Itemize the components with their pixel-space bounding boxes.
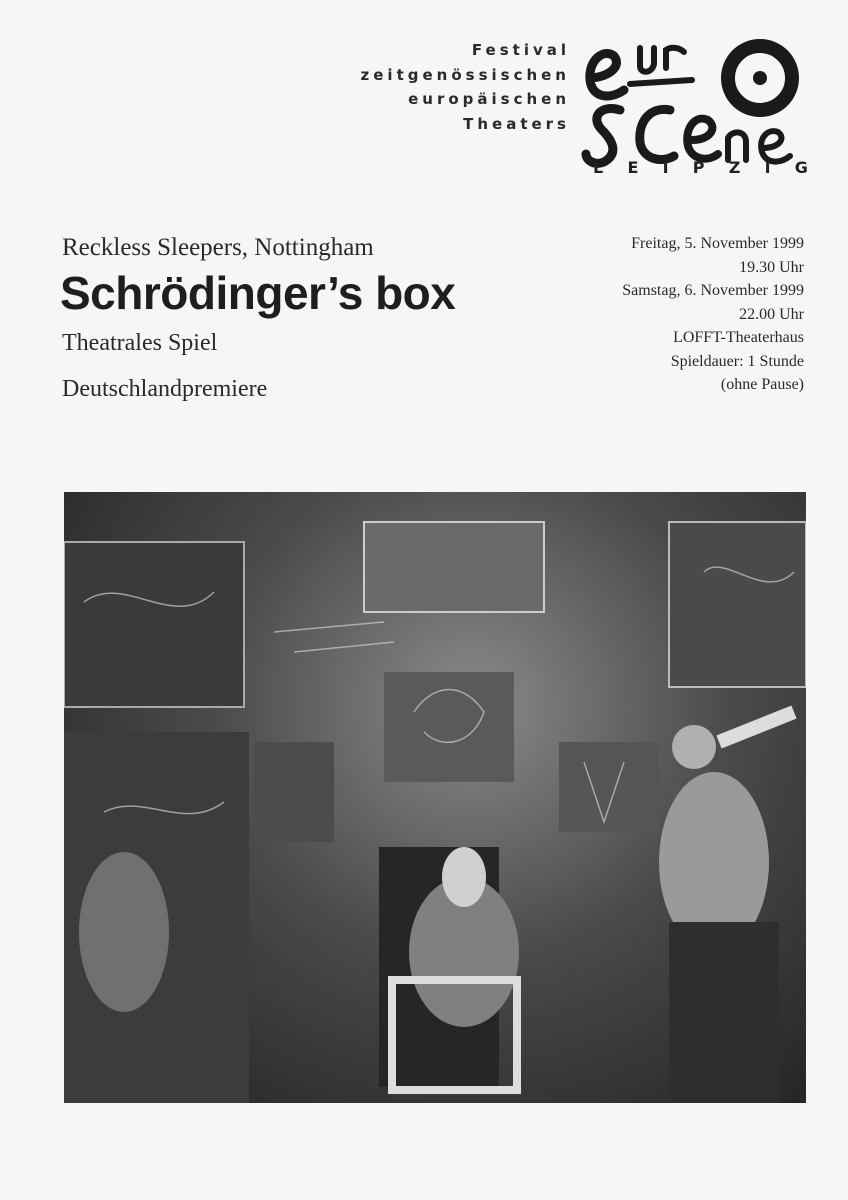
schedule-line: Samstag, 6. November 1999 [622,282,804,299]
genre: Theatrales Spiel [62,330,218,356]
city-letter: I [662,158,669,177]
city-letter: P [692,158,705,177]
company-name: Reckless Sleepers, Nottingham [62,234,374,261]
schedule-line: Spieldauer: 1 Stunde [670,352,804,370]
schedule-line: (ohne Pause) [720,376,804,393]
logo-city [593,158,808,177]
festival-line: zeitgenössischen [360,65,570,84]
city-letter: L [593,158,604,177]
schedule-line: Freitag, 5. November 1999 [631,235,804,252]
premiere-label: Deutschlandpremiere [62,376,268,402]
schedule [622,232,804,397]
schedule-line: LOFFT-Theaterhaus [673,329,804,346]
festival-line: Festival [471,41,570,59]
festival-line: europäischen [408,90,570,108]
city-letter: E [627,158,639,177]
city-letter: G [794,158,808,177]
schedule-line: 22.00 Uhr [739,305,804,323]
stage-photo [64,492,806,1103]
city-letter: I [764,158,771,177]
festival-heading [361,38,570,136]
production-title: Schrödinger’s box [60,267,456,319]
city-letter: Z [728,158,741,177]
festival-line: Theaters [463,114,570,133]
schedule-line: 19.30 Uhr [739,258,804,276]
